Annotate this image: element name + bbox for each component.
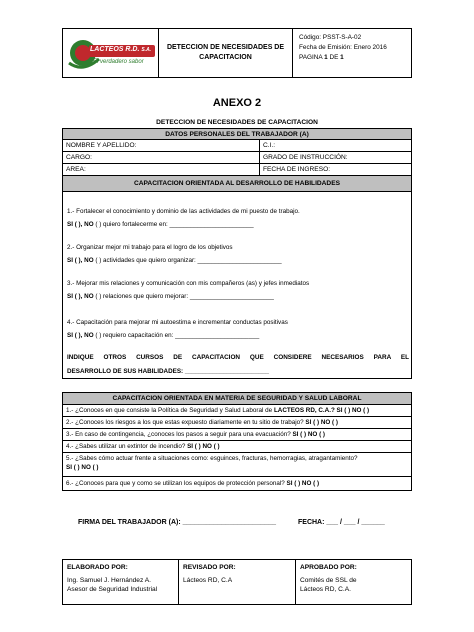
ci-label: C.I.: [263,142,276,149]
safety-question-3: 3.- En caso de contingencia, ¿conoces los pasos a seguir para una evacuación? SI ( ) NO ( ) [62,429,412,441]
document-header [62,28,412,78]
skills-answer-1: SI ( ), NO ( ) quiero fortalecerme en: ________________________ [67,221,254,228]
safety-question-6: 6.- ¿Conoces para que y como se utilizan los equipos de protección personal? SI ( ) NO ( ) [62,477,412,491]
other-courses-line-1: INDIQUE OTROS CURSOS DE CAPACITACION QUE CONSIDERE NECESARIOS PARA EL [67,354,409,361]
education-label: GRADO DE INSTRUCCIÓN: [263,154,348,161]
logo [63,29,159,77]
skills-question-2: 2.- Organizar mejor mi trabajo para el logro de los objetivos [67,244,233,251]
position-label: CARGO: [66,154,93,161]
document-control [293,29,413,77]
logo-brand: LACTEOS R.D. [90,46,140,53]
cell-divider [259,164,260,175]
personal-row-1 [62,140,412,152]
skills-answer-4: SI ( ), NO ( ) requiero capacitación en: ________________________ [67,332,260,339]
logo-tagline: El verdadero sabor [93,59,144,65]
annex-title: ANEXO 2 [212,97,262,109]
approval-table [62,559,412,605]
form-title: DETECCION DE NECESIDADES DE CAPACITACION [156,119,318,126]
safety-header: CAPACITACION ORIENTADA EN MATERIA DE SEGURIDAD Y SALUD LABORAL [62,392,412,405]
skills-question-1: 1.- Fortalecer el conocimiento y dominio de las actividades de mi puesto de trabajo. [67,208,300,215]
worker-signature-label: FIRMA DEL TRABAJADOR (A): ________________________ [78,519,277,526]
name-label: NOMBRE Y APELLIDO: [66,142,137,149]
personal-data-header: DATOS PERSONALES DEL TRABAJADOR (A) [62,128,412,140]
approved-by-cell: APROBADO POR: Comités de SSL de Lácteos RD, C.A. [300,564,357,593]
hire-date-label: FECHA DE INGRESO: [263,166,331,173]
safety-question-5: 5.- ¿Sabes cómo actuar frente a situaciones como: esguinces, fracturas, hemorragias, atragantamiento? SI ( ) NO ( ) [62,453,412,477]
other-courses-line-2: DESARROLLO DE SUS HABILIDADES: ________________________ [67,368,269,375]
skills-header: CAPACITACION ORIENTADA AL DESARROLLO DE HABILIDADES [62,176,412,192]
personal-row-2 [62,152,412,164]
signature-date-label: FECHA: ___ / ___ / ______ [298,519,385,526]
skills-body [62,192,412,379]
issue-date: Fecha de Emisión: Enero 2016 [299,44,387,51]
cell-divider [259,140,260,151]
skills-answer-3: SI ( ), NO ( ) relaciones que quiero mejorar: ________________________ [67,293,274,300]
header-title: DETECCION DE NECESIDADES DE CAPACITACION [159,29,293,77]
prepared-by-cell: ELABORADO POR: Ing. Samuel J. Hernández A. Asesor de Seguridad Industrial [63,560,179,604]
safety-question-1: 1.- ¿Conoces en que consiste la Política de Seguridad y Salud Laboral de LACTEOS RD, C.A.? SI ( ) NO ( ) [62,405,412,417]
skills-question-3: 3.- Mejorar mis relaciones y comunicación con mis compañeros (as) y jefes inmediatos [67,280,310,287]
skills-answer-2: SI ( ), NO ( ) actividades que quiero organizar: ________________________ [67,257,282,264]
logo-brand-suffix: S.A. [141,47,152,53]
page-counter: PAGINA 1 DE 1 [299,54,344,61]
personal-row-3 [62,164,412,176]
area-label: AREA: [66,166,86,173]
safety-question-4: 4.- ¿Sabes utilizar un extintor de incendio? SI ( ) NO ( ) [62,441,412,453]
document-code: Código: PSST-S-A-02 [299,34,362,41]
safety-question-2: 2.- ¿Conoces los riesgos a los que estas expuesto diariamente en tu sitio de trabajo? SI ( ) NO ( ) [62,417,412,429]
cell-divider [259,152,260,163]
reviewed-by-cell: REVISADO POR: Lácteos RD, C.A [179,560,296,604]
skills-question-4: 4.- Capacitación para mejorar mi autoestima e incrementar conductas positivas [67,319,288,326]
